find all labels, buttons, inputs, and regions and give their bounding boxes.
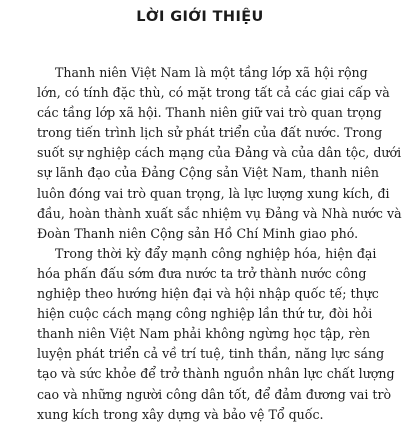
text-line: đầu, hoàn thành xuất sắc nhiệm vụ Đảng và Nhà nước và <box>37 205 402 221</box>
text-line: cao và những người công dân tốt, để đảm đương vai trò <box>37 386 392 402</box>
text-line: lớn, có tính đặc thù, có mặt trong tất cả các giai cấp và <box>37 85 390 101</box>
text-line: nghiệp theo hướng hiện đại và hội nhập quốc tế; thực <box>37 286 379 302</box>
text-line: thanh niên Việt Nam phải không ngừng học tập, rèn <box>37 326 371 342</box>
text-line: Thanh niên Việt Nam là một tầng lớp xã hội rộng <box>55 65 368 80</box>
text-line: hiện cuộc cách mạng công nghiệp lần thứ tư, đòi hỏi <box>37 306 373 322</box>
text-line: hóa phấn đấu sớm đưa nước ta trở thành nước công <box>37 265 367 281</box>
body-text <box>37 63 402 425</box>
text-line: sự lãnh đạo của Đảng Cộng sản Việt Nam, thanh niên <box>37 165 379 181</box>
text-line: các tầng lớp xã hội. Thanh niên giữ vai trò quan trọng <box>37 105 382 121</box>
page-heading: LỜI GIỚI THIỆU <box>136 9 264 25</box>
text-line: suốt sự nghiệp cách mạng của Đảng và của dân tộc, dưới <box>37 145 402 161</box>
text-line: trong tiến trình lịch sử phát triển của đất nước. Trong <box>37 125 383 141</box>
text-line: tạo và sức khỏe để trở thành nguồn nhân lực chất lượng <box>37 366 395 382</box>
text-line: Đoàn Thanh niên Cộng sản Hồ Chí Minh giao phó. <box>37 225 359 241</box>
text-line: xung kích trong xây dựng và bảo vệ Tổ quốc. <box>37 406 324 422</box>
text-line: luyện phát triển cả về trí tuệ, tinh thần, năng lực sáng <box>37 346 385 362</box>
text-line: Trong thời kỳ đẩy mạnh công nghiệp hóa, hiện đại <box>55 245 377 261</box>
paragraph-1 <box>37 63 402 244</box>
text-line: luôn đóng vai trò quan trọng, là lực lượng xung kích, đi <box>37 185 390 201</box>
paragraph-2 <box>37 244 395 425</box>
